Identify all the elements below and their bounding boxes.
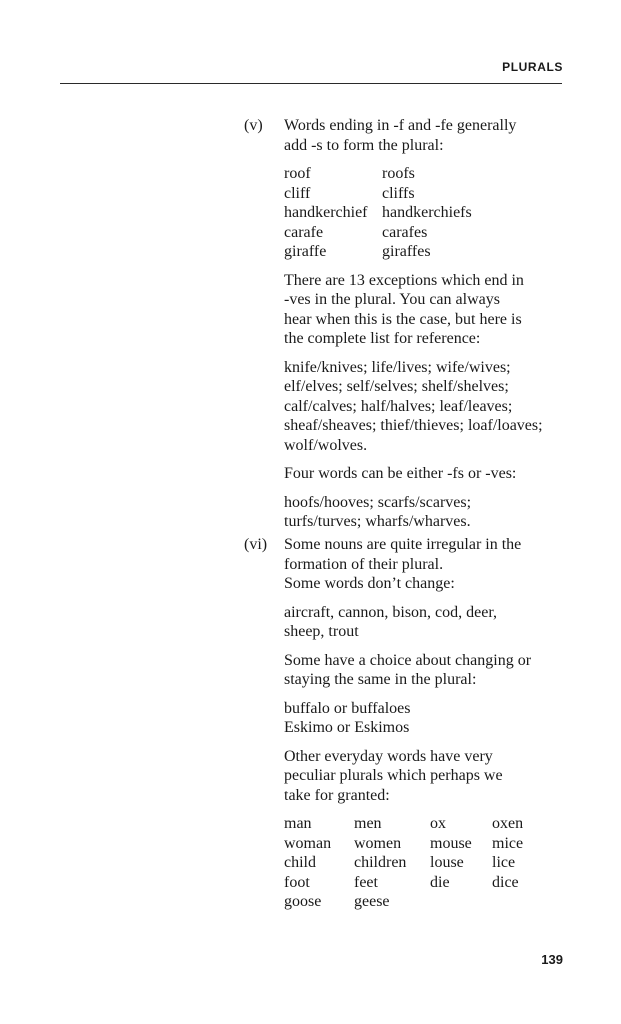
- irregular-plural-table: [284, 814, 574, 912]
- unchanged-list-line: sheep, trout: [284, 623, 359, 640]
- table-cell: woman: [284, 834, 332, 852]
- singular-word: cliff: [284, 184, 311, 202]
- section-v-intro-line: Words ending in -f and -fe generally: [284, 117, 517, 134]
- section-vi-intro-line: formation of their plural.: [284, 555, 444, 573]
- singular-word: handkerchief: [284, 204, 368, 221]
- table-row: [284, 242, 574, 262]
- choice-example: buffalo or buffaloes: [284, 699, 411, 717]
- plural-word: giraffes: [382, 243, 431, 260]
- choice-text-line: staying the same in the plural:: [284, 671, 477, 688]
- table-row: [284, 814, 574, 834]
- exceptions-text-line: -ves in the plural. You can always: [284, 291, 500, 308]
- exceptions-text-line: There are 13 exceptions which end in: [284, 271, 524, 289]
- table-row: [284, 184, 574, 204]
- section-v-intro-line: add -s to form the plural:: [284, 136, 444, 154]
- table-row: [284, 892, 574, 912]
- table-cell: man: [284, 815, 312, 832]
- singular-word: carafe: [284, 223, 324, 241]
- exception-list-line: wolf/wolves.: [284, 436, 368, 454]
- plural-word: carafes: [382, 223, 428, 241]
- singular-word: giraffe: [284, 243, 327, 260]
- section-vi-intro-line: Some nouns are quite irregular in the: [284, 536, 522, 553]
- table-cell: [430, 892, 492, 912]
- plural-word: handkerchiefs: [382, 204, 472, 221]
- table-cell: foot: [284, 873, 310, 891]
- table-cell: feet: [354, 873, 378, 891]
- either-intro-line: Four words can be either -fs or -ves:: [284, 465, 517, 482]
- table-row: [284, 164, 574, 184]
- table-cell: die: [430, 873, 450, 891]
- section-vi: [244, 535, 574, 912]
- peculiar-text-line: peculiar plurals which perhaps we: [284, 767, 503, 784]
- table-cell: men: [354, 815, 382, 832]
- table-cell: dice: [492, 873, 519, 891]
- table-cell: mice: [492, 834, 524, 852]
- table-row: [284, 203, 574, 223]
- table-cell: oxen: [492, 815, 524, 832]
- table-cell: ox: [430, 815, 446, 832]
- either-list-line: hoofs/hooves; scarfs/scarves;: [284, 493, 472, 511]
- choice-text-line: Some have a choice about changing or: [284, 651, 532, 669]
- table-row: [284, 853, 574, 873]
- choice-example: Eskimo or Eskimos: [284, 719, 410, 736]
- exceptions-text-line: the complete list for reference:: [284, 330, 481, 347]
- exceptions-text-line: hear when this is the case, but here is: [284, 310, 522, 328]
- singular-word: roof: [284, 165, 311, 182]
- table-cell: children: [354, 854, 407, 871]
- table-cell: louse: [430, 854, 464, 871]
- section-v: [244, 116, 574, 532]
- f-fe-plural-table: [284, 164, 574, 262]
- peculiar-text-line: take for granted:: [284, 786, 390, 804]
- exception-list-line: knife/knives; life/lives; wife/wives;: [284, 358, 511, 376]
- exception-list-line: sheaf/sheaves; thief/thieves; loaf/loaves;: [284, 417, 543, 434]
- section-vi-intro-line: Some words don’t change:: [284, 575, 455, 592]
- section-vi-marker: (vi): [244, 536, 268, 553]
- page-number: 139: [541, 952, 563, 967]
- peculiar-text-line: Other everyday words have very: [284, 747, 493, 765]
- exception-list-line: calf/calves; half/halves; leaf/leaves;: [284, 397, 513, 415]
- table-cell: child: [284, 854, 316, 871]
- plural-word: cliffs: [382, 184, 415, 202]
- header-rule: [60, 83, 562, 84]
- running-head: PLURALS: [502, 60, 563, 74]
- table-row: [284, 223, 574, 243]
- exception-list-line: elf/elves; self/selves; shelf/shelves;: [284, 378, 509, 395]
- table-cell: goose: [284, 893, 322, 910]
- table-row: [284, 834, 574, 854]
- table-cell: lice: [492, 854, 516, 871]
- table-cell: mouse: [430, 834, 472, 852]
- either-list-line: turfs/turves; wharfs/wharves.: [284, 513, 471, 530]
- plural-word: roofs: [382, 165, 415, 182]
- table-cell: geese: [354, 893, 390, 910]
- unchanged-list-line: aircraft, cannon, bison, cod, deer,: [284, 603, 498, 621]
- table-cell: women: [354, 834, 402, 852]
- section-v-marker: (v): [244, 117, 263, 134]
- table-row: [284, 873, 574, 893]
